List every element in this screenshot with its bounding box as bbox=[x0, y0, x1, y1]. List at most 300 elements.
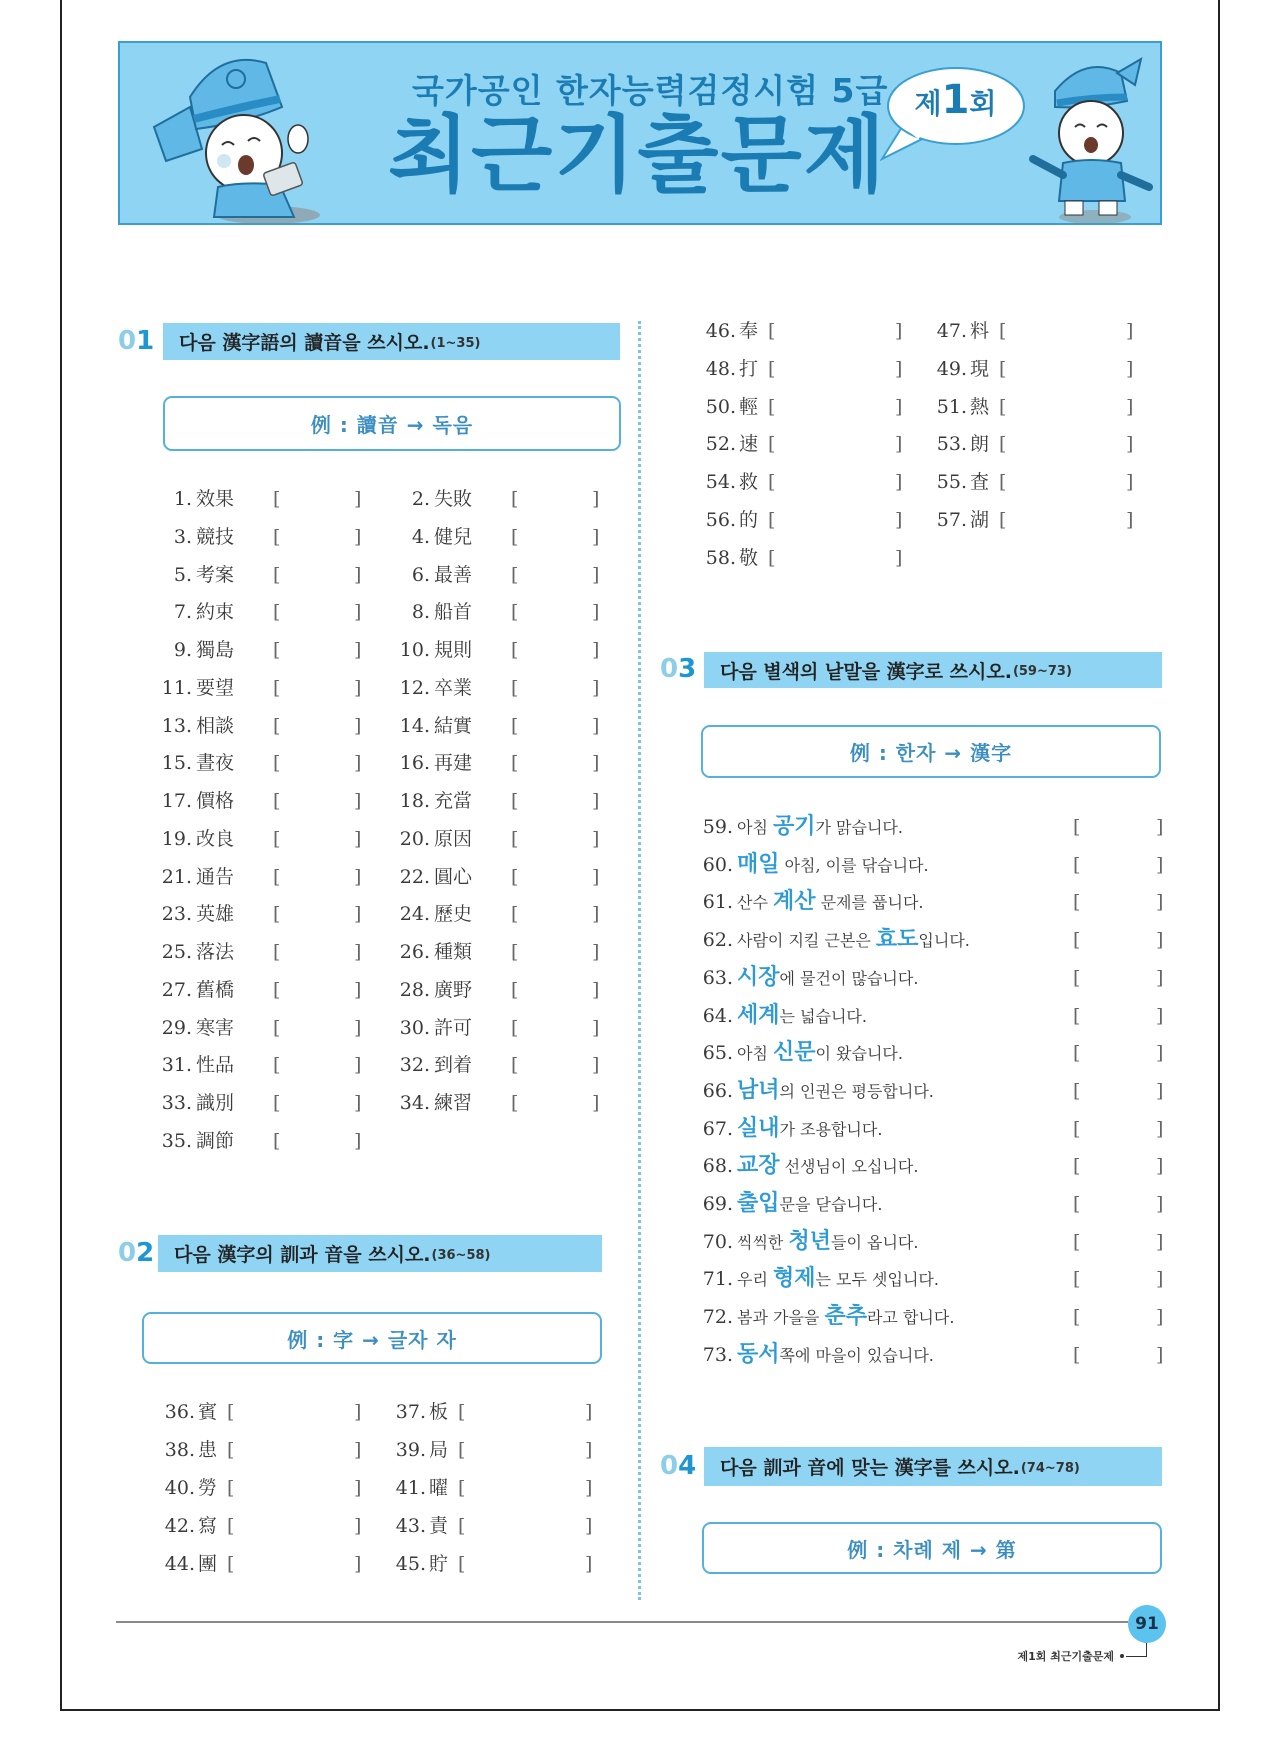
answer-blank-open: [ bbox=[273, 639, 281, 661]
question-number: 70. bbox=[702, 1231, 733, 1253]
answer-blank-close: ] bbox=[1156, 1118, 1164, 1140]
example-text: 例 : 字 → 글자 자 bbox=[287, 1327, 457, 1352]
question-item bbox=[368, 480, 608, 518]
answer-blank-close: ] bbox=[592, 790, 600, 812]
question-number: 56. bbox=[705, 509, 736, 531]
answer-blank-close: ] bbox=[354, 715, 362, 737]
question-hanja: 到着 bbox=[434, 1054, 473, 1076]
answer-blank-open: [ bbox=[1073, 1042, 1081, 1064]
answer-blank-open: [ bbox=[273, 564, 281, 586]
highlighted-word: 계산 bbox=[773, 889, 816, 914]
answer-blank-close: ] bbox=[1126, 509, 1134, 531]
answer-blank-open: [ bbox=[1073, 1193, 1081, 1215]
question-item bbox=[130, 782, 370, 820]
answer-blank-open: [ bbox=[511, 790, 519, 812]
footer-running-title: 제1회 최근기출문제 bbox=[1017, 1650, 1114, 1663]
question-item bbox=[368, 1084, 608, 1122]
answer-blank-open: [ bbox=[511, 526, 519, 548]
section-range: (36~58) bbox=[431, 1247, 491, 1263]
question-number: 33. bbox=[161, 1092, 192, 1114]
answer-blank-open: [ bbox=[511, 677, 519, 699]
answer-blank-close: ] bbox=[895, 547, 903, 569]
highlighted-word: 동서 bbox=[737, 1342, 780, 1367]
answer-blank-close: ] bbox=[1156, 854, 1164, 876]
question-hanja: 熱 bbox=[970, 396, 990, 418]
answer-blank-open: [ bbox=[273, 903, 281, 925]
question-item bbox=[912, 312, 1152, 350]
question-hanja: 約束 bbox=[196, 601, 235, 623]
answer-blank-open: [ bbox=[1073, 1080, 1081, 1102]
sentence bbox=[737, 1185, 882, 1224]
answer-blank-open: [ bbox=[1073, 854, 1081, 876]
answer-blank-close: ] bbox=[1156, 1231, 1164, 1253]
question-hanja: 奉 bbox=[739, 320, 759, 342]
answer-blank-close: ] bbox=[354, 526, 362, 548]
question-hanja: 曜 bbox=[429, 1477, 449, 1499]
question-hanja: 獨島 bbox=[196, 639, 235, 661]
sentence-post: 선생님이 오십니다. bbox=[779, 1157, 919, 1176]
question-number: 37. bbox=[395, 1401, 426, 1423]
answer-blank-open: [ bbox=[511, 941, 519, 963]
question-number: 52. bbox=[705, 433, 736, 455]
answer-blank-close: ] bbox=[354, 1477, 362, 1499]
sentence-post: 가 조용합니다. bbox=[779, 1120, 883, 1139]
answer-blank-open: [ bbox=[1073, 1344, 1081, 1366]
question-hanja: 輕 bbox=[739, 396, 759, 418]
sentence-item bbox=[681, 1110, 1171, 1148]
example-text: 例 : 한자 → 漢字 bbox=[849, 741, 1013, 765]
question-number: 61. bbox=[702, 891, 733, 913]
section-number-prefix: 0 bbox=[660, 654, 679, 684]
section-instruction: 다음 별색의 낱말을 漢字로 쓰시오. bbox=[720, 660, 1012, 683]
question-hanja: 競技 bbox=[196, 526, 235, 548]
answer-blank-close: ] bbox=[592, 601, 600, 623]
question-item bbox=[130, 933, 370, 971]
question-hanja: 要望 bbox=[196, 677, 235, 699]
sentence-item bbox=[681, 1260, 1171, 1298]
answer-blank-close: ] bbox=[592, 1017, 600, 1039]
page-number: 91 bbox=[1135, 1614, 1159, 1634]
bullet-icon bbox=[1120, 1654, 1124, 1658]
question-number: 22. bbox=[399, 866, 430, 888]
answer-blank-close: ] bbox=[895, 509, 903, 531]
answer-blank-close: ] bbox=[592, 639, 600, 661]
question-number: 41. bbox=[395, 1477, 426, 1499]
question-number: 13. bbox=[161, 715, 192, 737]
section-instruction: 다음 漢字의 訓과 音을 쓰시오. bbox=[174, 1244, 431, 1266]
answer-blank-open: [ bbox=[999, 396, 1007, 418]
question-number: 42. bbox=[164, 1515, 195, 1537]
highlighted-word: 출입 bbox=[737, 1191, 780, 1216]
answer-blank-close: ] bbox=[354, 1401, 362, 1423]
question-number: 38. bbox=[164, 1439, 195, 1461]
answer-blank-close: ] bbox=[592, 828, 600, 850]
answer-blank-close: ] bbox=[354, 866, 362, 888]
question-hanja: 改良 bbox=[196, 828, 235, 850]
section-03-example-box bbox=[701, 725, 1161, 778]
answer-blank-close: ] bbox=[592, 1054, 600, 1076]
round-prefix: 제 bbox=[914, 87, 942, 120]
question-hanja: 責 bbox=[429, 1515, 449, 1537]
sentence bbox=[737, 1034, 903, 1073]
question-item bbox=[368, 1009, 608, 1047]
answer-blank-open: [ bbox=[1073, 1306, 1081, 1328]
answer-blank-open: [ bbox=[273, 677, 281, 699]
question-hanja: 團 bbox=[198, 1553, 218, 1575]
question-hanja: 許可 bbox=[434, 1017, 473, 1039]
question-hanja: 練習 bbox=[434, 1092, 473, 1114]
answer-blank-close: ] bbox=[1156, 1268, 1164, 1290]
question-number: 64. bbox=[702, 1005, 733, 1027]
sentence-item bbox=[681, 921, 1171, 959]
question-item bbox=[130, 895, 370, 933]
answer-blank-close: ] bbox=[592, 488, 600, 510]
question-item bbox=[140, 1545, 380, 1583]
highlighted-word: 교장 bbox=[737, 1153, 780, 1178]
sentence-post: 라고 합니다. bbox=[866, 1308, 955, 1327]
answer-blank-open: [ bbox=[768, 471, 776, 493]
sentence-post: 문제를 풉니다. bbox=[815, 893, 924, 912]
highlighted-word: 시장 bbox=[737, 965, 780, 990]
answer-blank-open: [ bbox=[458, 1477, 466, 1499]
highlighted-word: 신문 bbox=[773, 1040, 816, 1065]
answer-blank-open: [ bbox=[511, 1017, 519, 1039]
answer-blank-close: ] bbox=[354, 752, 362, 774]
answer-blank-close: ] bbox=[1156, 1193, 1164, 1215]
answer-blank-open: [ bbox=[511, 488, 519, 510]
question-item bbox=[368, 782, 608, 820]
section-02-example-box bbox=[142, 1312, 602, 1364]
question-number: 72. bbox=[702, 1306, 733, 1328]
question-number: 11. bbox=[161, 677, 192, 699]
question-item bbox=[130, 518, 370, 556]
section-range: (59~73) bbox=[1012, 664, 1072, 679]
sentence bbox=[737, 1110, 882, 1149]
answer-blank-open: [ bbox=[227, 1401, 235, 1423]
question-item bbox=[681, 312, 921, 350]
question-number: 57. bbox=[936, 509, 967, 531]
question-item bbox=[130, 858, 370, 896]
question-hanja: 規則 bbox=[434, 639, 473, 661]
highlighted-word: 청년 bbox=[788, 1229, 831, 1254]
section-04-example-box bbox=[702, 1522, 1162, 1574]
answer-blank-open: [ bbox=[511, 866, 519, 888]
answer-blank-close: ] bbox=[354, 1054, 362, 1076]
sentence-post: 들이 옵니다. bbox=[830, 1233, 919, 1252]
answer-blank-open: [ bbox=[768, 509, 776, 531]
answer-blank-close: ] bbox=[585, 1439, 593, 1461]
sentence-item bbox=[681, 1072, 1171, 1110]
sentence-pre: 봄과 가을을 bbox=[737, 1308, 825, 1327]
question-number: 65. bbox=[702, 1042, 733, 1064]
question-item bbox=[368, 744, 608, 782]
question-item bbox=[681, 425, 921, 463]
highlighted-word: 춘추 bbox=[824, 1304, 867, 1329]
section-02-instruction-bar bbox=[158, 1235, 602, 1272]
section-instruction: 다음 漢字語의 讀音을 쓰시오. bbox=[179, 332, 430, 354]
question-number: 71. bbox=[702, 1268, 733, 1290]
answer-blank-open: [ bbox=[999, 509, 1007, 531]
question-number: 68. bbox=[702, 1155, 733, 1177]
question-item bbox=[368, 518, 608, 556]
question-item bbox=[368, 669, 608, 707]
answer-blank-close: ] bbox=[1126, 471, 1134, 493]
question-number: 27. bbox=[161, 979, 192, 1001]
sentence-item bbox=[681, 1147, 1171, 1185]
answer-blank-close: ] bbox=[592, 526, 600, 548]
question-item bbox=[130, 593, 370, 631]
mascot-left-icon bbox=[148, 49, 348, 225]
answer-blank-open: [ bbox=[511, 715, 519, 737]
answer-blank-close: ] bbox=[592, 866, 600, 888]
sentence bbox=[737, 883, 924, 922]
highlighted-word: 실내 bbox=[737, 1116, 780, 1141]
question-hanja: 原因 bbox=[434, 828, 473, 850]
answer-blank-close: ] bbox=[1156, 891, 1164, 913]
answer-blank-open: [ bbox=[768, 547, 776, 569]
answer-blank-open: [ bbox=[1073, 1118, 1081, 1140]
answer-blank-close: ] bbox=[354, 564, 362, 586]
question-number: 39. bbox=[395, 1439, 426, 1461]
answer-blank-close: ] bbox=[585, 1477, 593, 1499]
sentence-item bbox=[681, 1298, 1171, 1336]
example-text: 例 : 차례 제 → 第 bbox=[847, 1537, 1017, 1562]
sentence-post: 는 모두 셋입니다. bbox=[815, 1270, 939, 1289]
header-title: 최근기출문제 bbox=[388, 106, 887, 204]
question-item bbox=[140, 1507, 380, 1545]
question-hanja: 相談 bbox=[196, 715, 235, 737]
answer-blank-close: ] bbox=[592, 715, 600, 737]
question-item bbox=[371, 1507, 611, 1545]
question-hanja: 調節 bbox=[196, 1130, 235, 1152]
answer-blank-close: ] bbox=[1126, 396, 1134, 418]
sentence-post: 입니다. bbox=[918, 931, 970, 950]
question-hanja: 通告 bbox=[196, 866, 235, 888]
mascot-right-icon bbox=[1025, 51, 1155, 225]
question-item bbox=[912, 425, 1152, 463]
question-number: 54. bbox=[705, 471, 736, 493]
question-number: 5. bbox=[173, 564, 192, 586]
section-03-instruction-bar bbox=[704, 652, 1162, 688]
answer-blank-open: [ bbox=[273, 1017, 281, 1039]
question-number: 7. bbox=[173, 601, 192, 623]
question-item bbox=[130, 820, 370, 858]
question-number: 60. bbox=[702, 854, 733, 876]
answer-blank-close: ] bbox=[895, 433, 903, 455]
question-number: 46. bbox=[705, 320, 736, 342]
question-item bbox=[368, 820, 608, 858]
answer-blank-open: [ bbox=[1073, 929, 1081, 951]
answer-blank-close: ] bbox=[354, 639, 362, 661]
question-number: 20. bbox=[399, 828, 430, 850]
question-hanja: 再建 bbox=[434, 752, 473, 774]
question-number: 50. bbox=[705, 396, 736, 418]
question-number: 62. bbox=[702, 929, 733, 951]
question-item bbox=[371, 1469, 611, 1507]
question-item bbox=[130, 669, 370, 707]
answer-blank-open: [ bbox=[273, 601, 281, 623]
question-hanja: 板 bbox=[429, 1401, 449, 1423]
answer-blank-close: ] bbox=[592, 903, 600, 925]
question-hanja: 種類 bbox=[434, 941, 473, 963]
question-hanja: 賓 bbox=[198, 1401, 218, 1423]
sentence-pre: 산수 bbox=[737, 893, 773, 912]
question-hanja: 充當 bbox=[434, 790, 473, 812]
question-item bbox=[368, 895, 608, 933]
question-hanja: 貯 bbox=[429, 1553, 449, 1575]
answer-blank-open: [ bbox=[458, 1553, 466, 1575]
question-number: 32. bbox=[399, 1054, 430, 1076]
question-item bbox=[368, 631, 608, 669]
question-item bbox=[130, 631, 370, 669]
question-number: 4. bbox=[411, 526, 430, 548]
question-number: 15. bbox=[161, 752, 192, 774]
sentence-item bbox=[681, 1185, 1171, 1223]
question-hanja: 船首 bbox=[434, 601, 473, 623]
question-number: 59. bbox=[702, 816, 733, 838]
answer-blank-close: ] bbox=[354, 1439, 362, 1461]
question-number: 3. bbox=[173, 526, 192, 548]
sentence-post: 의 인권은 평등합니다. bbox=[779, 1082, 934, 1101]
answer-blank-close: ] bbox=[592, 677, 600, 699]
sentence bbox=[737, 1336, 934, 1375]
answer-blank-open: [ bbox=[273, 488, 281, 510]
question-number: 34. bbox=[399, 1092, 430, 1114]
question-item bbox=[681, 539, 921, 577]
answer-blank-open: [ bbox=[227, 1439, 235, 1461]
question-item bbox=[912, 388, 1152, 426]
answer-blank-close: ] bbox=[1126, 320, 1134, 342]
question-hanja: 敬 bbox=[739, 547, 759, 569]
question-number: 40. bbox=[164, 1477, 195, 1499]
sentence-item bbox=[681, 883, 1171, 921]
section-number-prefix: 0 bbox=[660, 1451, 679, 1481]
section-number-digit: 1 bbox=[136, 326, 155, 356]
section-number-04 bbox=[660, 1448, 696, 1485]
answer-blank-open: [ bbox=[511, 979, 519, 1001]
answer-blank-open: [ bbox=[273, 941, 281, 963]
answer-blank-open: [ bbox=[1073, 1155, 1081, 1177]
sentence bbox=[737, 846, 929, 885]
section-number-03 bbox=[660, 651, 696, 688]
answer-blank-open: [ bbox=[511, 601, 519, 623]
sentence-item bbox=[681, 997, 1171, 1035]
question-item bbox=[130, 707, 370, 745]
answer-blank-open: [ bbox=[273, 866, 281, 888]
answer-blank-open: [ bbox=[768, 320, 776, 342]
answer-blank-open: [ bbox=[511, 752, 519, 774]
sentence bbox=[737, 1147, 918, 1186]
answer-blank-close: ] bbox=[895, 358, 903, 380]
question-number: 26. bbox=[399, 941, 430, 963]
question-number: 69. bbox=[702, 1193, 733, 1215]
answer-blank-close: ] bbox=[1126, 433, 1134, 455]
question-hanja: 的 bbox=[739, 509, 759, 531]
question-number: 58. bbox=[705, 547, 736, 569]
answer-blank-close: ] bbox=[354, 601, 362, 623]
question-number: 45. bbox=[395, 1553, 426, 1575]
answer-blank-close: ] bbox=[1156, 1344, 1164, 1366]
answer-blank-close: ] bbox=[1156, 1155, 1164, 1177]
answer-blank-close: ] bbox=[354, 941, 362, 963]
question-number: 19. bbox=[161, 828, 192, 850]
answer-blank-close: ] bbox=[1156, 1306, 1164, 1328]
answer-blank-close: ] bbox=[592, 752, 600, 774]
sentence bbox=[737, 1223, 918, 1262]
answer-blank-close: ] bbox=[354, 1130, 362, 1152]
sentence-pre: 사람이 지킬 근본은 bbox=[737, 931, 876, 950]
question-item bbox=[130, 480, 370, 518]
highlighted-word: 남녀 bbox=[737, 1078, 780, 1103]
answer-blank-open: [ bbox=[273, 1092, 281, 1114]
highlighted-word: 매일 bbox=[737, 852, 780, 877]
answer-blank-close: ] bbox=[354, 1553, 362, 1575]
question-number: 8. bbox=[411, 601, 430, 623]
sentence-item bbox=[681, 1223, 1171, 1261]
question-item bbox=[130, 1009, 370, 1047]
round-badge-label bbox=[898, 77, 1013, 133]
section-number-digit: 4 bbox=[678, 1451, 697, 1481]
question-item bbox=[681, 501, 921, 539]
sentence bbox=[737, 1298, 954, 1337]
section-01-example-box bbox=[163, 396, 621, 451]
sentence-post: 가 맑습니다. bbox=[815, 818, 903, 837]
answer-blank-open: [ bbox=[273, 526, 281, 548]
answer-blank-open: [ bbox=[273, 715, 281, 737]
answer-blank-open: [ bbox=[999, 471, 1007, 493]
answer-blank-close: ] bbox=[354, 1092, 362, 1114]
answer-blank-close: ] bbox=[354, 488, 362, 510]
answer-blank-open: [ bbox=[1073, 1005, 1081, 1027]
answer-blank-open: [ bbox=[1073, 891, 1081, 913]
section-number-01 bbox=[118, 323, 154, 360]
question-hanja: 結實 bbox=[434, 715, 473, 737]
answer-blank-open: [ bbox=[227, 1515, 235, 1537]
highlighted-word: 형제 bbox=[773, 1266, 816, 1291]
sentence bbox=[737, 1072, 934, 1111]
question-number: 51. bbox=[936, 396, 967, 418]
question-number: 23. bbox=[161, 903, 192, 925]
sentence-pre: 씩씩한 bbox=[737, 1233, 789, 1252]
sentence-pre: 우리 bbox=[737, 1270, 773, 1289]
answer-blank-close: ] bbox=[354, 790, 362, 812]
answer-blank-open: [ bbox=[458, 1401, 466, 1423]
answer-blank-close: ] bbox=[895, 320, 903, 342]
answer-blank-open: [ bbox=[511, 828, 519, 850]
sentence-post: 쪽에 마을이 있습니다. bbox=[779, 1346, 934, 1365]
question-hanja: 舊橋 bbox=[196, 979, 235, 1001]
question-item bbox=[368, 707, 608, 745]
answer-blank-close: ] bbox=[354, 1017, 362, 1039]
highlighted-word: 효도 bbox=[875, 927, 919, 952]
section-number-prefix: 0 bbox=[118, 1238, 137, 1268]
round-badge bbox=[880, 63, 1030, 163]
question-item bbox=[368, 858, 608, 896]
question-number: 28. bbox=[399, 979, 430, 1001]
question-hanja: 考案 bbox=[196, 564, 235, 586]
question-number: 16. bbox=[399, 752, 430, 774]
sentence-item bbox=[681, 846, 1171, 884]
section-01-instruction-bar bbox=[163, 323, 620, 360]
question-item bbox=[130, 744, 370, 782]
answer-blank-open: [ bbox=[511, 564, 519, 586]
answer-blank-close: ] bbox=[354, 903, 362, 925]
question-number: 53. bbox=[936, 433, 967, 455]
question-number: 12. bbox=[399, 677, 430, 699]
answer-blank-close: ] bbox=[354, 828, 362, 850]
question-item bbox=[912, 501, 1152, 539]
section-range: (74~78) bbox=[1020, 1460, 1080, 1476]
